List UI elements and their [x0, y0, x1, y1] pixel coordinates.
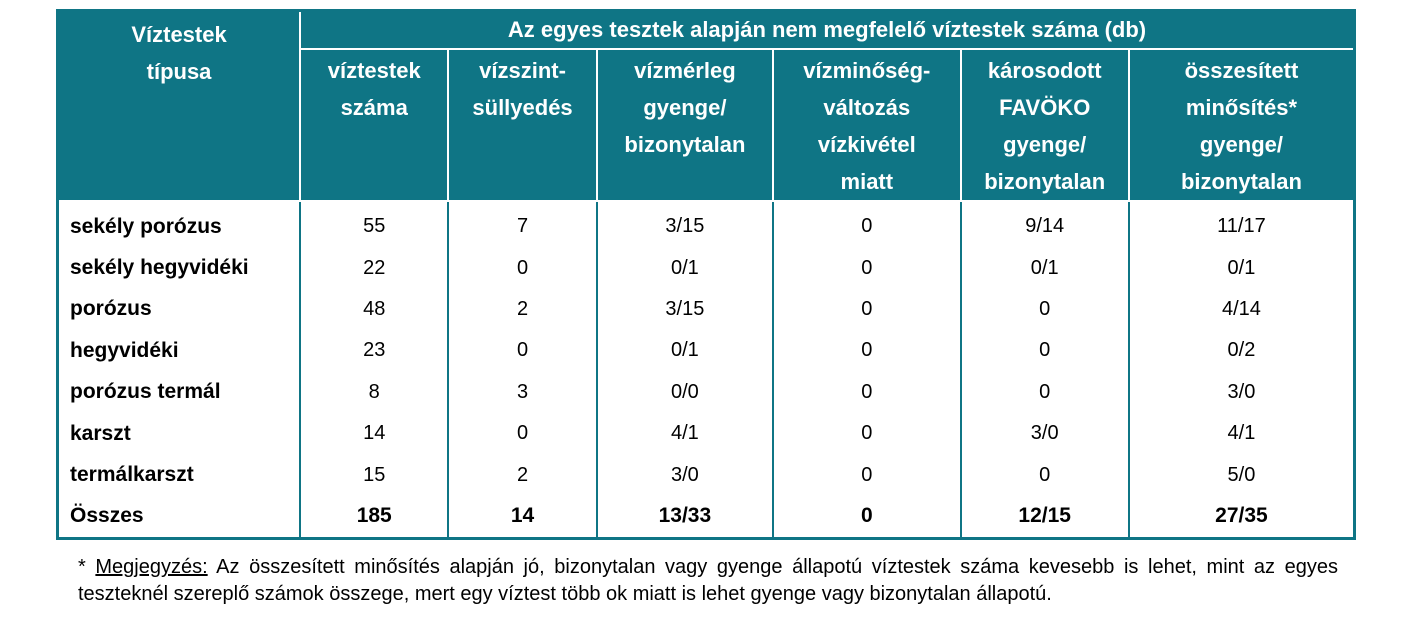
- water-bodies-table: [56, 9, 1356, 540]
- table-cell: 3/15: [597, 201, 773, 247]
- row-type-label: sekély hegyvidéki: [58, 247, 301, 288]
- type-column-header: [58, 11, 301, 202]
- table-cell: 3/0: [597, 454, 773, 495]
- header-line: gyenge/: [1199, 132, 1284, 157]
- table-cell: 0: [773, 247, 960, 288]
- table-cell: 0: [773, 330, 960, 371]
- header-line: száma: [340, 95, 408, 120]
- header-line: bizonytalan: [1180, 169, 1302, 194]
- header-row-top: [58, 11, 1355, 50]
- header-line: víztestek: [327, 58, 421, 83]
- table-cell: 0/1: [961, 247, 1129, 288]
- table-cell: 0/0: [597, 372, 773, 413]
- table-cell: 0/2: [1129, 330, 1355, 371]
- total-cell: 12/15: [961, 496, 1129, 539]
- column-header-overall-rating: [1129, 49, 1355, 201]
- header-line: FAVÖKO: [999, 95, 1091, 120]
- table-cell: 2: [448, 454, 596, 495]
- table-cell: 0: [773, 201, 960, 247]
- total-cell: 0: [773, 496, 960, 539]
- table-cell: 5/0: [1129, 454, 1355, 495]
- footnote-asterisk: *: [78, 556, 96, 578]
- header-line: vízminőség-: [803, 58, 931, 83]
- table-cell: 4/14: [1129, 289, 1355, 330]
- header-line: vízmérleg: [634, 58, 736, 83]
- table-body: [58, 201, 1355, 539]
- table-cell: 0: [961, 372, 1129, 413]
- table-cell: 15: [300, 454, 448, 495]
- table-cell: 7: [448, 201, 596, 247]
- column-header-water-level: [448, 49, 596, 201]
- table-cell: 0/1: [597, 247, 773, 288]
- table-cell: 0: [773, 454, 960, 495]
- table-row: [58, 413, 1355, 454]
- table-cell: 22: [300, 247, 448, 288]
- table-cell: 14: [300, 413, 448, 454]
- header-line: típusa: [146, 59, 212, 84]
- total-cell: 13/33: [597, 496, 773, 539]
- header-line: bizonytalan: [984, 169, 1106, 194]
- table-cell: 0: [961, 330, 1129, 371]
- header-line: bizonytalan: [624, 132, 746, 157]
- header-line: gyenge/: [643, 95, 727, 120]
- table-cell: 0/1: [1129, 247, 1355, 288]
- table-cell: 11/17: [1129, 201, 1355, 247]
- table-cell: 0: [448, 413, 596, 454]
- table-cell: 0: [961, 454, 1129, 495]
- table-cell: 4/1: [1129, 413, 1355, 454]
- table-row: [58, 247, 1355, 288]
- table-row: [58, 330, 1355, 371]
- header-line: változás: [823, 95, 911, 120]
- header-line: összesített: [1184, 58, 1299, 83]
- footnote-label: Megjegyzés:: [95, 556, 208, 578]
- table-cell: 0: [448, 330, 596, 371]
- row-type-label: hegyvidéki: [58, 330, 301, 371]
- table-cell: 0/1: [597, 330, 773, 371]
- table-cell: 3: [448, 372, 596, 413]
- table-cell: 2: [448, 289, 596, 330]
- header-line: vízszint-: [479, 58, 566, 83]
- table-row: [58, 201, 1355, 247]
- header-line: vízkivétel: [817, 132, 916, 157]
- header-line: károsodott: [987, 58, 1102, 83]
- row-type-label: karszt: [58, 413, 301, 454]
- table-cell: 0: [773, 413, 960, 454]
- row-type-label: sekély porózus: [58, 201, 301, 247]
- table-row: [58, 289, 1355, 330]
- water-bodies-table-container: [56, 9, 1356, 540]
- table-cell: 48: [300, 289, 448, 330]
- header-line: miatt: [840, 169, 894, 194]
- total-row: [58, 496, 1355, 539]
- column-header-damaged-ecosystem: [961, 49, 1129, 201]
- total-cell: 185: [300, 496, 448, 539]
- group-header: Az egyes tesztek alapján nem megfelelő víztestek száma (db): [300, 11, 1354, 50]
- footnote: [78, 554, 1338, 608]
- table-cell: 9/14: [961, 201, 1129, 247]
- column-header-water-quality: [773, 49, 960, 201]
- table-cell: 3/15: [597, 289, 773, 330]
- table-cell: 4/1: [597, 413, 773, 454]
- table-row: [58, 372, 1355, 413]
- table-row: [58, 454, 1355, 495]
- table-cell: 0: [961, 289, 1129, 330]
- table-cell: 55: [300, 201, 448, 247]
- table-cell: 3/0: [1129, 372, 1355, 413]
- table-cell: 0: [448, 247, 596, 288]
- row-type-label: termálkarszt: [58, 454, 301, 495]
- row-type-label: porózus termál: [58, 372, 301, 413]
- total-cell: 27/35: [1129, 496, 1355, 539]
- total-label: Összes: [58, 496, 301, 539]
- table-cell: 23: [300, 330, 448, 371]
- header-line: Víztestek: [131, 22, 227, 47]
- header-line: süllyedés: [472, 95, 573, 120]
- footnote-text: Az összesített minősítés alapján jó, bizonytalan vagy gyenge állapotú víztestek száma kevesebb is lehet, mint az egyes teszteknél szereplő számok összege, mert egy víztest több ok miatt is lehet gyenge vagy bizonytalan állapotú.: [78, 556, 1338, 605]
- header-line: minősítés*: [1185, 95, 1298, 120]
- table-cell: 3/0: [961, 413, 1129, 454]
- total-cell: 14: [448, 496, 596, 539]
- header-line: gyenge/: [1003, 132, 1087, 157]
- table-header: [58, 11, 1355, 202]
- column-header-count: [300, 49, 448, 201]
- table-cell: 0: [773, 372, 960, 413]
- table-cell: 0: [773, 289, 960, 330]
- row-type-label: porózus: [58, 289, 301, 330]
- column-header-water-balance: [597, 49, 773, 201]
- table-cell: 8: [300, 372, 448, 413]
